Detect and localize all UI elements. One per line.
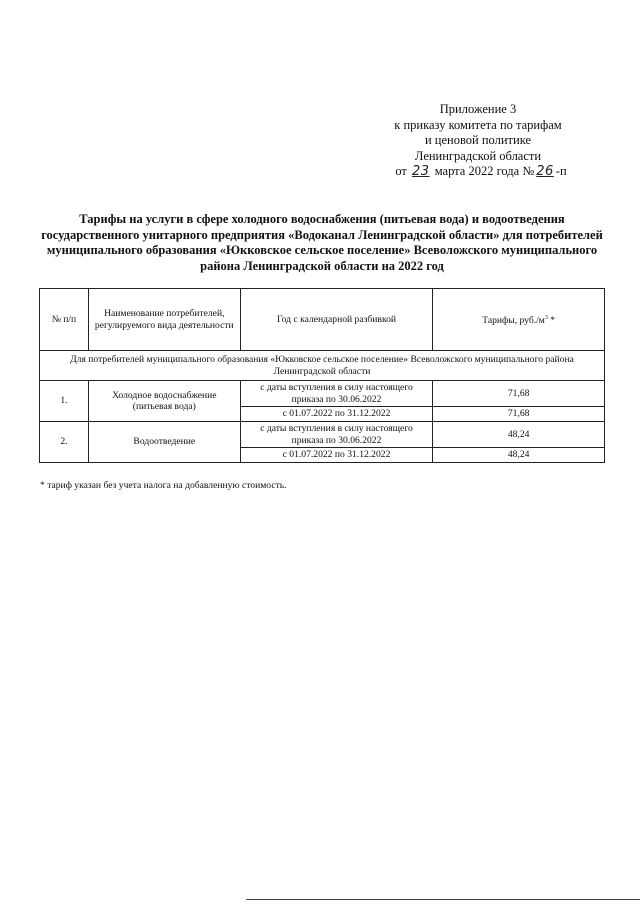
date-prefix: от (395, 164, 407, 178)
header-tariff-asterisk: * (547, 314, 556, 326)
row-service-name: Холодное водоснабжение (питьевая вода) (88, 381, 240, 422)
header-period: Год с календарной разбивкой (240, 289, 433, 351)
row-period: с 01.07.2022 по 31.12.2022 (240, 448, 433, 463)
date-suffix: -п (555, 164, 567, 178)
tariff-table (39, 288, 605, 463)
table-row (40, 381, 605, 407)
row-tariff-value: 48,24 (433, 448, 605, 463)
table-row (40, 422, 605, 448)
row-tariff-value: 71,68 (433, 407, 605, 422)
header-tariff-label: Тарифы, руб./м (482, 314, 545, 326)
appendix-header (378, 102, 578, 180)
footnote: * тариф указан без учета налога на добавленную стоимость. (40, 480, 287, 491)
handwritten-day: 23 (412, 164, 430, 179)
table-header-row (40, 289, 605, 351)
row-service-name: Водоотведение (88, 422, 240, 463)
document-title: Тарифы на услуги в сфере холодного водоснабжения (питьевая вода) и водоотведения государственного унитарного предприятия «Водоканал Ленинградской области» для потребителей муниципального образования «Юкковское сельское поселение» Всеволожского муниципального района Ленинградской области на 2022 год (41, 212, 603, 273)
bottom-divider (246, 899, 640, 900)
header-tariff (433, 289, 605, 351)
header-tariff-superscript: 3 (544, 314, 548, 321)
appendix-line-3: и ценовой политике (424, 133, 532, 147)
header-consumer-name: Наименование потребителей, регулируемого вида деятельности (88, 289, 240, 351)
date-middle: марта 2022 года № (434, 164, 535, 178)
consumer-group-row (40, 351, 605, 381)
appendix-line-4: Ленинградской области (414, 148, 542, 163)
order-date-line (384, 164, 578, 180)
appendix-line-1: Приложение 3 (439, 102, 517, 116)
row-period: с даты вступления в силу настоящего приказа по 30.06.2022 (240, 422, 433, 448)
row-period: с 01.07.2022 по 31.12.2022 (240, 407, 433, 422)
consumer-group-label: Для потребителей муниципального образования «Юкковское сельское поселение» Всеволожского муниципального района Ленинградской области (40, 351, 605, 381)
row-period: с даты вступления в силу настоящего приказа по 30.06.2022 (240, 381, 433, 407)
row-number: 2. (40, 422, 89, 463)
row-tariff-value: 48,24 (433, 422, 605, 448)
appendix-line-2: к приказу комитета по тарифам (394, 117, 562, 132)
header-number: № п/п (40, 289, 89, 351)
handwritten-order-number: 26 (536, 164, 554, 179)
row-number: 1. (40, 381, 89, 422)
row-tariff-value: 71,68 (433, 381, 605, 407)
